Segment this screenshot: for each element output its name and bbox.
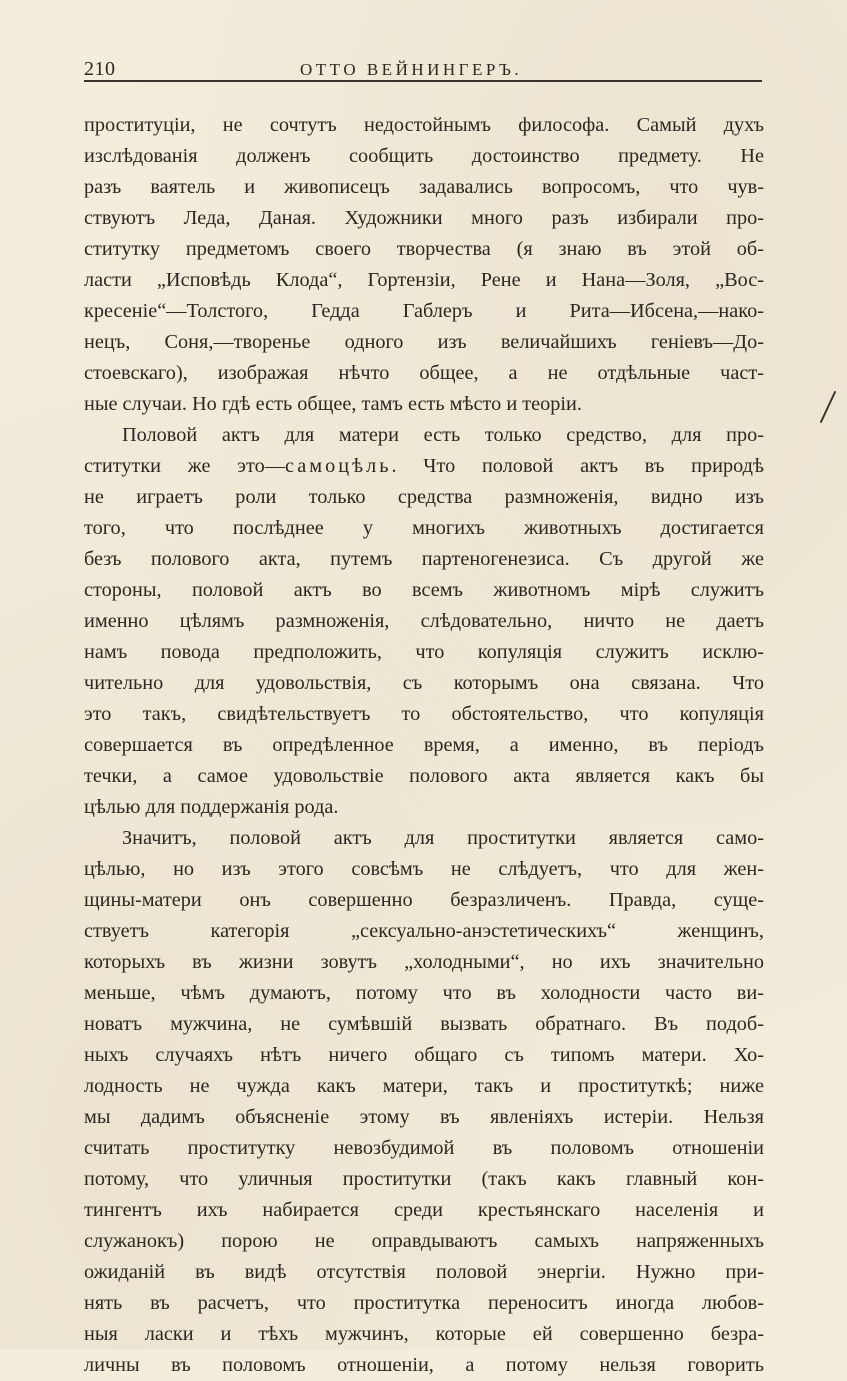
text-line: мы дадимъ объясненіе этому въ явленіяхъ истеріи. Нельзя	[84, 1106, 764, 1128]
text-line: именно цѣлямъ размноженія, слѣдовательно, ничто не даетъ	[84, 610, 764, 632]
text-line: течки, а самое удовольствіе полового акта является какъ бы	[84, 765, 764, 787]
text-fragment: ститутки же это—	[84, 455, 285, 477]
text-line: стороны, половой актъ во всемъ животномъ мірѣ служитъ	[84, 579, 764, 601]
text-line: кресеніе“—Толстого, Гедда Габлеръ и Рита—Ибсена,—нако-	[84, 300, 764, 322]
text-line: безъ полового акта, путемъ партеногенезиса. Съ другой же	[84, 548, 764, 570]
text-line: Значитъ, половой актъ для проститутки является само-	[122, 827, 764, 849]
text-line: совершается въ опредѣленное время, а именно, въ періодъ	[84, 734, 764, 756]
text-line: тингентъ ихъ набирается среди крестьянскаго населенія и	[84, 1199, 764, 1221]
text-line: считать проститутку невозбудимой въ половомъ отношеніи	[84, 1137, 764, 1159]
text-line: которыхъ въ жизни зовутъ „холодными“, но ихъ значительно	[84, 951, 764, 973]
page-number: 210	[84, 58, 116, 80]
text-line: ствуетъ категорія „сексуально-анэстетическихъ“ женщинъ,	[84, 920, 764, 942]
header-rule	[84, 80, 762, 82]
text-line: того, что послѣднее у многихъ животныхъ достигается	[84, 517, 764, 539]
text-line: намъ повода предположить, что копуляція служитъ исклю-	[84, 641, 764, 663]
text-line: это такъ, свидѣтельствуетъ то обстоятельство, что копуляція	[84, 703, 764, 725]
text-line: разъ ваятель и живописецъ задавались вопросомъ, что чув-	[84, 176, 764, 198]
text-line: ласти „Исповѣдь Клода“, Гортензіи, Рене и Нана—Золя, „Вос-	[84, 269, 764, 291]
text-line: ныхъ случаяхъ нѣтъ ничего общаго съ типомъ матери. Хо-	[84, 1044, 764, 1066]
text-line: ствуютъ Леда, Даная. Художники много разъ избирали про-	[84, 207, 764, 229]
text-fragment: . Что половой актъ въ природѣ	[391, 455, 764, 477]
text-line: нять въ расчетъ, что проститутка переноситъ иногда любов-	[84, 1292, 764, 1314]
paragraph-1	[84, 110, 764, 420]
paragraph-2	[84, 420, 764, 823]
text-line-with-emphasis	[84, 451, 764, 482]
text-line: новатъ мужчина, не сумѣвшій вызвать обратнаго. Въ подоб-	[84, 1013, 764, 1035]
pencil-mark-icon	[817, 388, 839, 428]
text-line: ожиданій въ видѣ отсутствія половой энергіи. Нужно при-	[84, 1261, 764, 1283]
text-line: личны въ половомъ отношеніи, а потому нельзя говорить	[84, 1354, 764, 1376]
text-line: Половой актъ для матери есть только средство, для про-	[122, 424, 764, 446]
running-head: ОТТО ВЕЙНИНГЕРЪ.	[300, 60, 523, 79]
text-line: щины-матери онъ совершенно безразличенъ. Правда, суще-	[84, 889, 764, 911]
text-line: лодность не чужда какъ матери, такъ и проституткѣ; ниже	[84, 1075, 764, 1097]
text-line: изслѣдованія долженъ сообщить достоинство предмету. Не	[84, 145, 764, 167]
text-line: стоевскаго), изображая нѣчто общее, а не отдѣльные част-	[84, 362, 764, 384]
text-line: служанокъ) порою не оправдываютъ самыхъ напряженныхъ	[84, 1230, 764, 1252]
text-line: меньше, чѣмъ думаютъ, потому что въ холодности часто ви-	[84, 982, 764, 1004]
text-line: проституціи, не сочтутъ недостойнымъ философа. Самый духъ	[84, 114, 764, 136]
text-line: чительно для удовольствія, съ которымъ она связана. Что	[84, 672, 764, 694]
text-line: ныя ласки и тѣхъ мужчинъ, которые ей совершенно безра-	[84, 1323, 764, 1345]
text-line: цѣлью, но изъ этого совсѣмъ не слѣдуетъ, что для жен-	[84, 858, 764, 880]
text-line: ные случаи. Но гдѣ есть общее, тамъ есть мѣсто и теоріи.	[84, 393, 582, 415]
paragraph-3	[84, 823, 764, 1381]
text-line: не играетъ роли только средства размноженія, видно изъ	[84, 486, 764, 508]
text-line: нецъ, Соня,—творенье одного изъ величайшихъ геніевъ—До-	[84, 331, 764, 353]
text-line: ститутку предметомъ своего творчества (я знаю въ этой об-	[84, 238, 764, 260]
text-line: цѣлью для поддержанія рода.	[84, 796, 339, 818]
body-text	[84, 110, 764, 1381]
emphasized-word: самоцѣль	[285, 455, 392, 477]
text-line: потому, что уличныя проститутки (такъ какъ главный кон-	[84, 1168, 764, 1190]
